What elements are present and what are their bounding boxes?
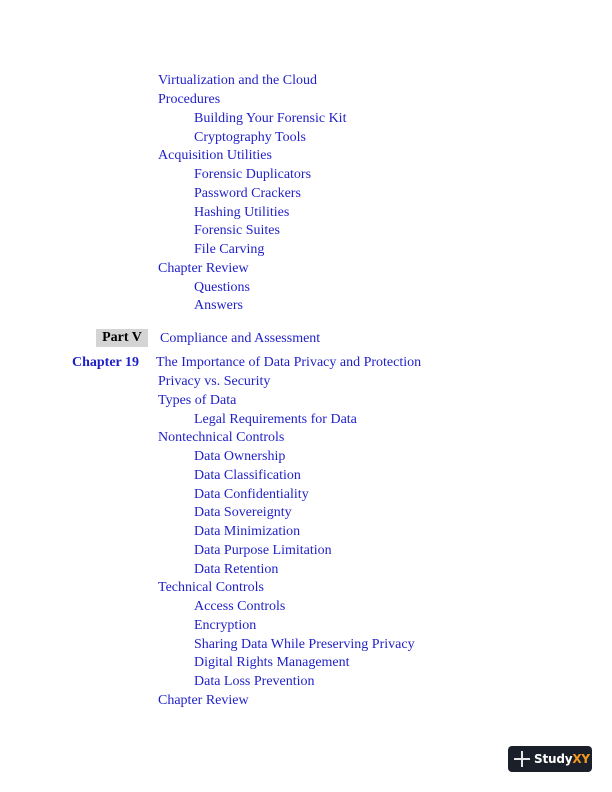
part-label: Part V	[96, 329, 148, 347]
toc-subentry[interactable]: Data Loss Prevention	[194, 674, 315, 689]
toc-subentry[interactable]: Forensic Duplicators	[194, 167, 312, 182]
toc-subentry[interactable]: Data Ownership	[194, 449, 286, 464]
toc-subentry[interactable]: Questions	[194, 280, 250, 295]
toc-subentry[interactable]: Digital Rights Management	[194, 655, 350, 670]
toc-entry[interactable]: Virtualization and the Cloud	[158, 73, 317, 88]
toc-entry[interactable]: Acquisition Utilities	[158, 148, 272, 163]
brand-name-accent: XY	[572, 752, 590, 766]
toc-subentry[interactable]: Password Crackers	[194, 186, 301, 201]
toc-subentry[interactable]: Cryptography Tools	[194, 130, 306, 145]
toc-subentry[interactable]: Sharing Data While Preserving Privacy	[194, 637, 415, 652]
toc-subentry[interactable]: Forensic Suites	[194, 223, 280, 238]
toc-subentry[interactable]: Data Confidentiality	[194, 487, 309, 502]
toc-entry[interactable]: Privacy vs. Security	[158, 374, 271, 389]
toc-subentry[interactable]: Data Retention	[194, 562, 279, 577]
toc-subentry[interactable]: Building Your Forensic Kit	[194, 111, 347, 126]
toc-entry[interactable]: Technical Controls	[158, 580, 264, 595]
toc-subentry[interactable]: Data Purpose Limitation	[194, 543, 332, 558]
brand-name-main: Study	[534, 752, 573, 766]
toc-subentry[interactable]: Legal Requirements for Data	[194, 412, 357, 427]
toc-subentry[interactable]: Data Classification	[194, 468, 301, 483]
toc-subentry[interactable]: Answers	[194, 298, 243, 313]
toc-subentry[interactable]: File Carving	[194, 242, 265, 257]
part-title[interactable]: Compliance and Assessment	[160, 331, 321, 346]
toc-subentry[interactable]: Data Minimization	[194, 524, 301, 539]
toc-subentry[interactable]: Hashing Utilities	[194, 205, 290, 220]
toc-subentry[interactable]: Encryption	[194, 618, 257, 633]
studyxy-logo[interactable]	[508, 746, 592, 772]
toc-subentry[interactable]: Access Controls	[194, 599, 286, 614]
toc-entry[interactable]: Chapter Review	[158, 693, 249, 708]
toc-entry[interactable]: Chapter Review	[158, 261, 249, 276]
toc-entry[interactable]: Types of Data	[158, 393, 237, 408]
toc-entry[interactable]: Nontechnical Controls	[158, 430, 285, 445]
brand-name	[534, 752, 590, 766]
toc-entry[interactable]: Procedures	[158, 92, 221, 107]
toc-subentry[interactable]: Data Sovereignty	[194, 505, 292, 520]
plus-icon	[514, 751, 530, 767]
chapter-label[interactable]: Chapter 19	[72, 355, 140, 370]
chapter-title[interactable]: The Importance of Data Privacy and Protection	[156, 355, 422, 370]
